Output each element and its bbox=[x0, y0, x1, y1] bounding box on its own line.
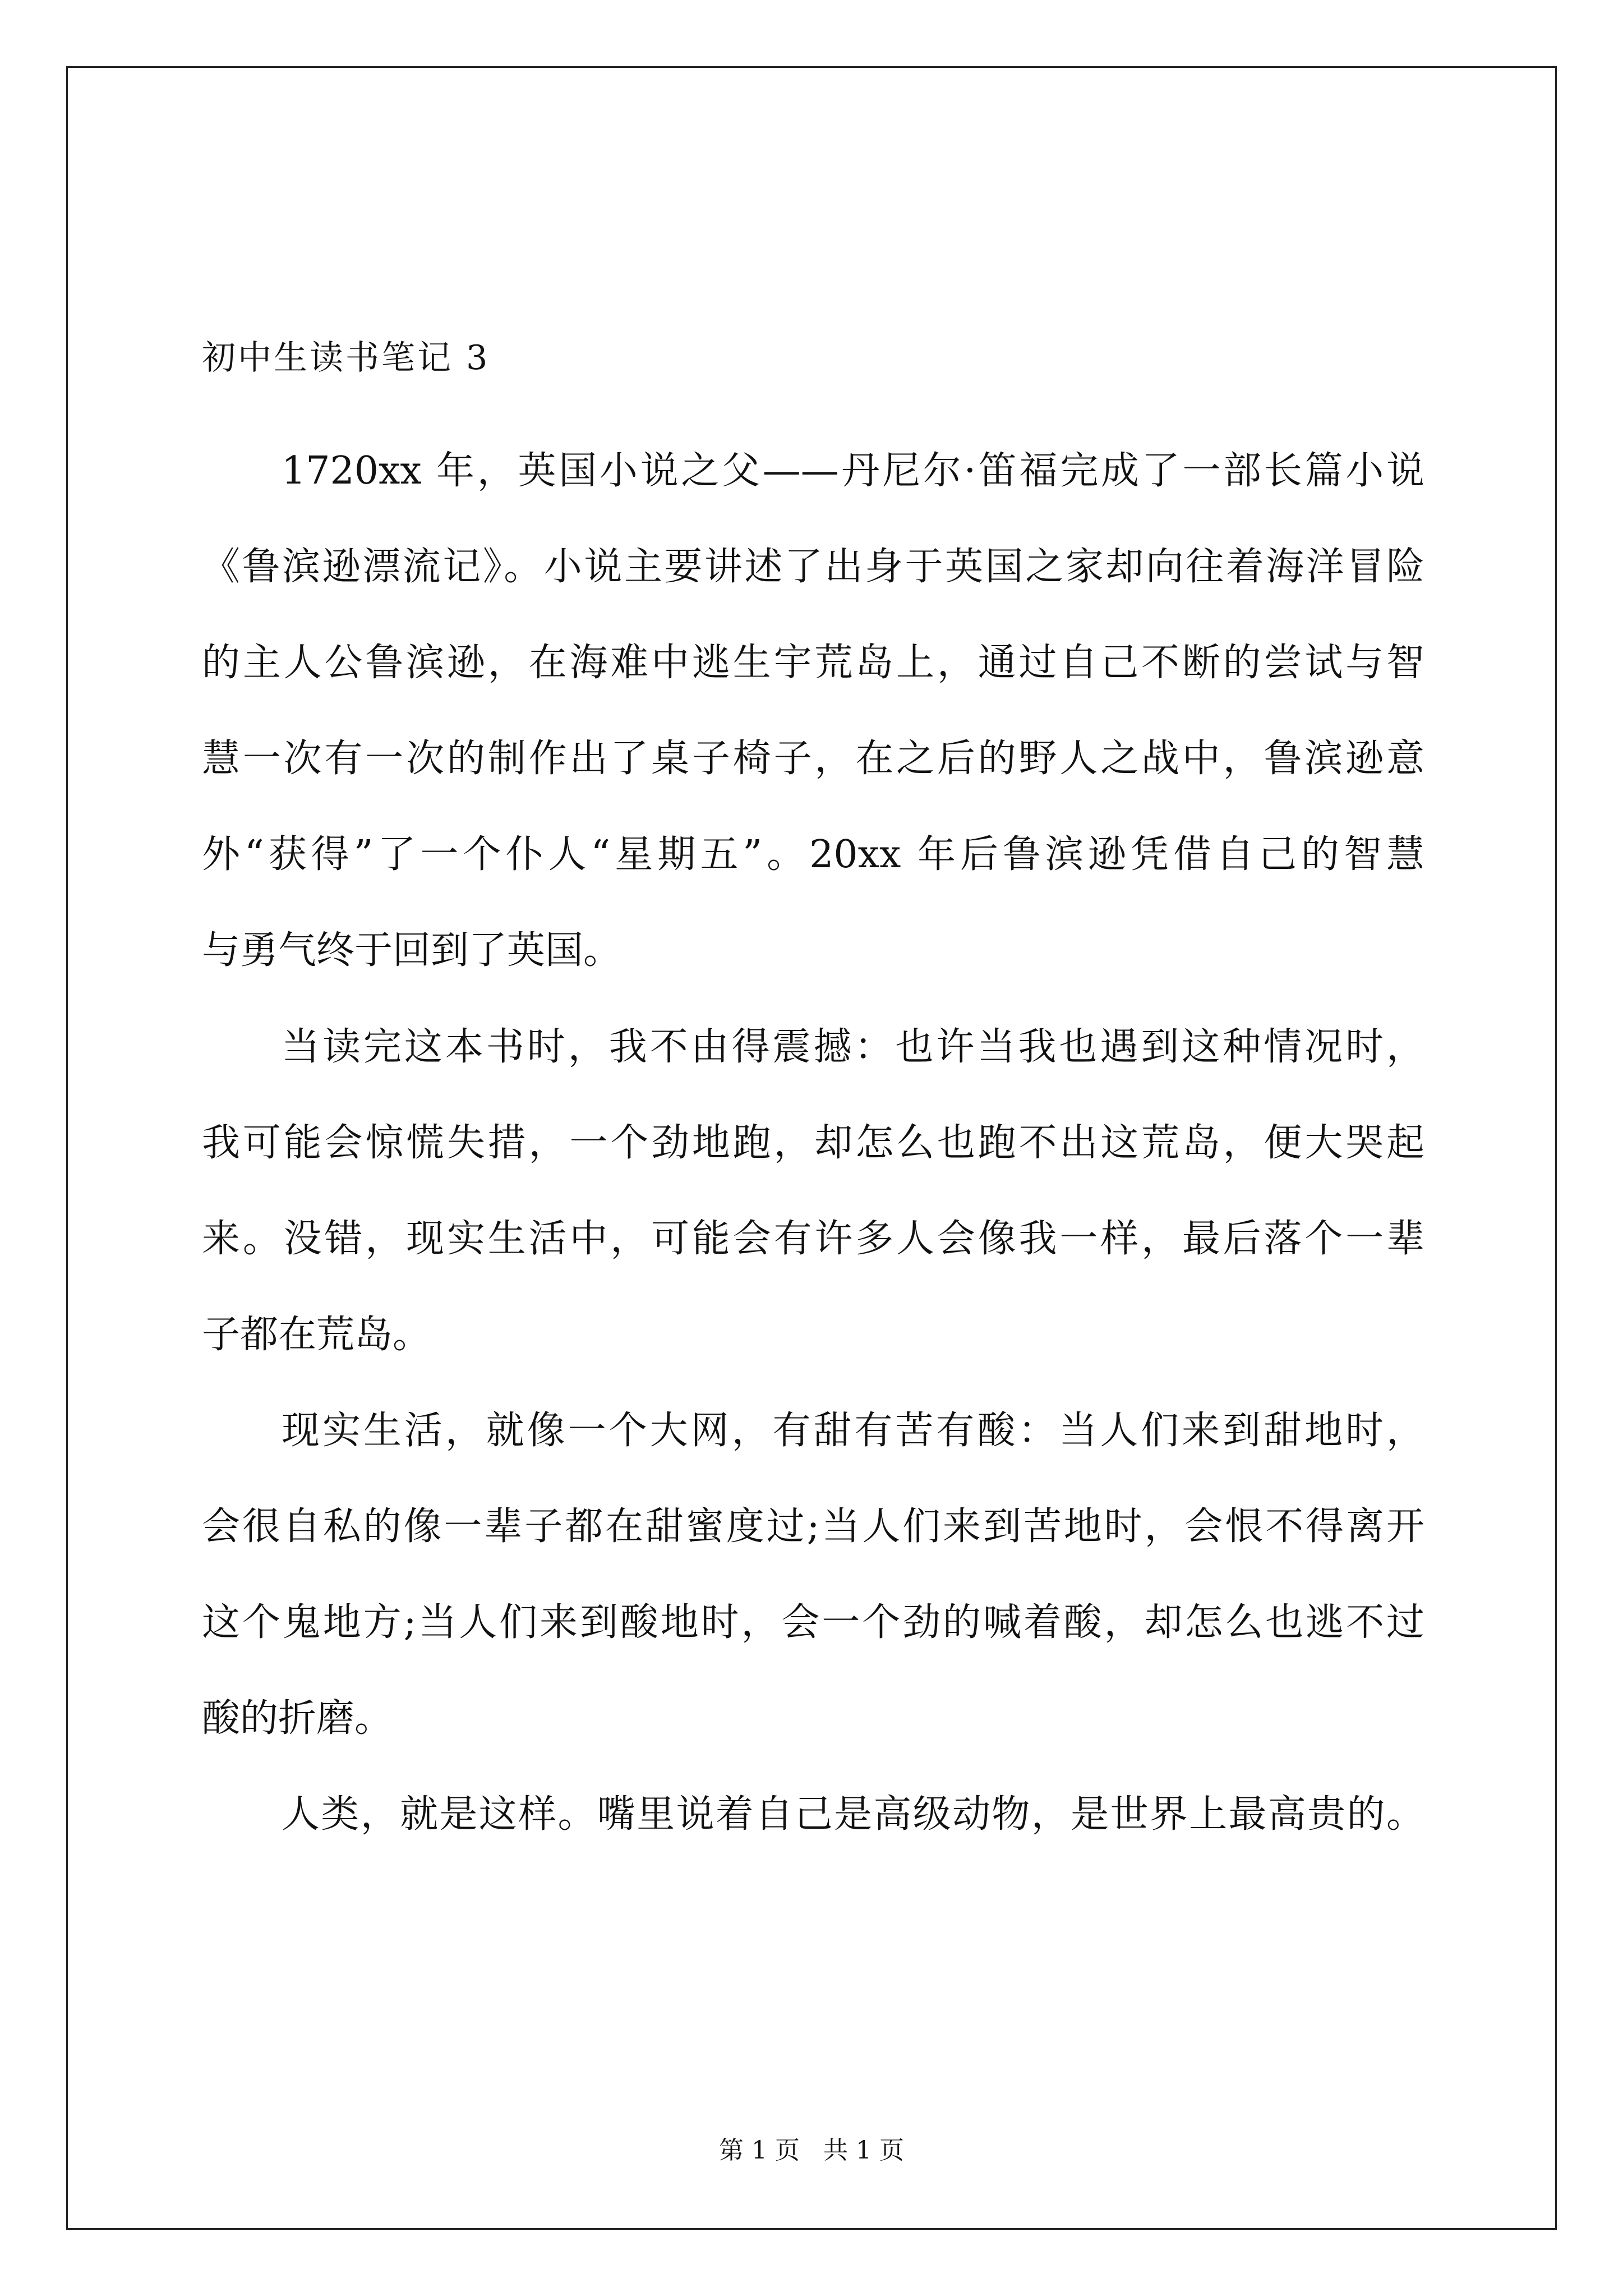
document-title: 初中生读书笔记 3 bbox=[202, 338, 490, 378]
paragraph-2-line-3: 来。没错，现实生活中，可能会有许多人会像我一样，最后落个一辈 bbox=[202, 1217, 1424, 1261]
page-number-footer: 第 1 页 共 1 页 bbox=[719, 2136, 904, 2165]
paragraph-1-line-1: 1720xx 年，英国小说之父——丹尼尔·笛福完成了一部长篇小说 bbox=[282, 449, 1424, 493]
paragraph-2-line-1: 当读完这本书时，我不由得震撼：也许当我也遇到这种情况时， bbox=[282, 1025, 1424, 1069]
paragraph-4-line-1: 人类，就是这样。嘴里说着自己是高级动物，是世界上最高贵的。 bbox=[282, 1792, 1424, 1837]
paragraph-1-line-4: 慧一次有一次的制作出了桌子椅子，在之后的野人之战中，鲁滨逊意 bbox=[202, 737, 1424, 781]
paragraph-3-line-3: 这个鬼地方;当人们来到酸地时，会一个劲的喊着酸，却怎么也逃不过 bbox=[202, 1600, 1424, 1645]
paragraph-3-line-4: 酸的折磨。 bbox=[202, 1696, 393, 1741]
paragraph-2-line-2: 我可能会惊慌失措，一个劲地跑，却怎么也跑不出这荒岛，便大哭起 bbox=[202, 1121, 1424, 1165]
paragraph-3-line-2: 会很自私的像一辈子都在甜蜜度过;当人们来到苦地时，会恨不得离开 bbox=[202, 1504, 1424, 1549]
paragraph-1-line-5: 外“获得”了一个仆人“星期五”。20xx 年后鲁滨逊凭借自己的智慧 bbox=[202, 832, 1424, 877]
paragraph-1-line-6: 与勇气终于回到了英国。 bbox=[202, 928, 622, 973]
paragraph-1-line-2: 《鲁滨逊漂流记》。小说主要讲述了出身于英国之家却向往着海洋冒险 bbox=[202, 545, 1424, 589]
paragraph-1-line-3: 的主人公鲁滨逊，在海难中逃生宇荒岛上，通过自己不断的尝试与智 bbox=[202, 641, 1424, 685]
paragraph-3-line-1: 现实生活，就像一个大网，有甜有苦有酸：当人们来到甜地时， bbox=[282, 1409, 1424, 1453]
paragraph-2-line-4: 子都在荒岛。 bbox=[202, 1313, 431, 1357]
